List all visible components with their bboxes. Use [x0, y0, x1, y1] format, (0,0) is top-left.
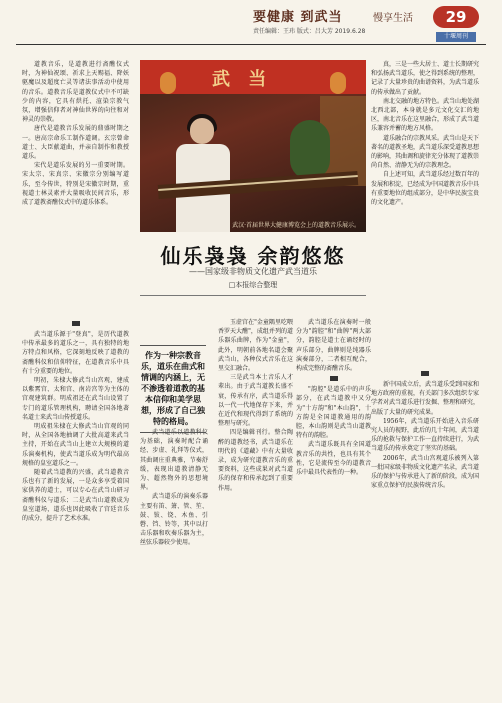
pullquote: 作为一种宗教音乐，道乐在曲式和情调的内涵上，无不渗透着道教的基本信仰和美学思想，形成了自己独特的格局。 [140, 345, 206, 433]
lantern-icon [160, 72, 176, 94]
paragraph: 宋代是道乐发展的另一重要时期。宋太宗、宋真宗、宋徽宗分别编写道乐，至今传世，特别是宋徽宗时期，重视道士林灵素并大量吸收民间音乐，形成了道教斋醮仪式中的道乐体系。 [22, 162, 129, 207]
column-1-top [22, 60, 129, 298]
paragraph: 唐代是道教音乐发展的鼎盛时期之一。唐高宗命乐工制作道调。玄宗曾命道士、大臣献道曲，并亲自制作和教授道乐。 [22, 125, 129, 161]
masthead-section: 慢享生活 [373, 13, 413, 24]
paragraph: 四是编辑刊行。整合陶醉的道教经书，武当道乐在明代的《道藏》中有大量收录，成为研究道教音乐的重要资料，这些成果对武当道乐的保存和传承起到了重要作用。 [218, 429, 293, 492]
page-tag: 十堰周刊 [436, 32, 476, 42]
article-subhead: ——国家级非物质文化遗产武当道乐 [189, 267, 317, 276]
plant-decoration [290, 120, 330, 180]
paragraph: 武当道乐以道教科仪为基础，演奏时配合诵经、步虚、礼拜等仪式，其曲调庄重典雅，节奏舒缓，表现出道教清静无为、超然物外的思想境界。 [140, 429, 208, 492]
article-photo [140, 60, 366, 232]
paragraph: "韵腔"是道乐中的声乐部分，在武当道教中又分为"十方韵"和"本山韵"，十方韵是全国道教通用的韵腔，本山韵则是武当山道教特有的韵腔。 [296, 386, 371, 440]
paragraph: 2006年，武当山宫观道乐被列入第一批国家级非物质文化遗产名录，武当道乐的保护与传承进入了新的阶段，成为国家重点保护的民族传统音乐。 [371, 454, 479, 490]
section-marker [72, 321, 80, 326]
photo-sign-text: 武 当 [212, 69, 273, 90]
column-5-bottom [371, 368, 479, 698]
masthead-title: 要健康 到武当 [253, 10, 343, 25]
paragraph: 新中国成立后，武当道乐受到国家和地方政府的重视，有关部门多次组织专家学者对武当道乐进行发掘、整理和研究，出版了大量的研究成果。 [371, 381, 479, 416]
paragraph: 真，三是一些大居士、道士长期研究和弘扬武当道乐，使之得到系统的整理，记录了大量珍贵的曲谱资料，为武当道乐的传承做出了贡献。 [371, 61, 479, 96]
column-1-bottom [22, 318, 129, 698]
photo-caption: 武汉·首届世界大健康博览会上的道教音乐展示。 [232, 222, 360, 229]
paragraph: 武当道乐的演奏乐器主要有笛、箫、管、笙、鼓、钹、铙、木鱼、引磬、铛、铃等，其中以打击乐器和吹奏乐器为主，丝弦乐器较少使用。 [140, 493, 208, 547]
paragraph: 南北交融的地方特色。武当山地处湖北西北部，本身就是多元文化交汇的地区，南北音乐在这里融合，形成了武当道乐兼容并蓄的地方风格。 [371, 97, 479, 133]
section-marker [330, 376, 338, 381]
paragraph: 明初，朱棣大修武当山宫观，建成以紫霄宫、太和宫、南岩宫等为主体的宫观建筑群。明成祖还在武当山设置了专门的道乐管理机构，聘请全国各地著名道士来武当山传授道乐。 [22, 377, 129, 421]
paragraph: 随着武当道教的兴盛，武当道教音乐也有了新的发展，一是众多享受着国家供养的道士，可以专心在武当山研习斋醮科仪与道乐；二是武当山道教成为皇室道场，道乐也因此吸收了宫廷音乐的成分，提升了艺术水准。 [22, 469, 129, 523]
paragraph: 三是武当本土音乐人才辈出。由于武当道教长盛不衰，传承有序，武当道乐得以一代一代地保存下来，并在近代和现代得到了系统的整理与研究。 [218, 374, 293, 428]
lantern-icon [330, 72, 346, 94]
page-number-badge: 29 [433, 6, 479, 28]
header-rule [16, 44, 486, 45]
column-5-top [371, 60, 479, 360]
column-3 [218, 318, 293, 698]
article-headline: 仙乐袅袅 余韵悠悠 [160, 244, 346, 268]
article-byline: □本报综合整理 [228, 281, 278, 289]
paragraph: 玉虚宫在"金童隅里吃喂香罗天大醮"，成组并列的道乐器乐曲牌，作为"金童"，此外，明朝前各地名道会聚武当山，各种仪式音乐在这里交汇融合。 [218, 319, 293, 373]
paragraph: 武当道乐在演奏时一般分为"韵腔"和"曲牌"两大部分，韵腔是道士在诵经时的声乐部分，曲牌则是纯器乐演奏部分，二者相互配合，构成完整的斋醮音乐。 [296, 319, 371, 373]
paragraph: 明成祖朱棣在大修武当山宫观的同时，从全国各地抽调了大批高道来武当主持，开始在武当山上建立大规模的道乐演奏机构，使武当道乐成为明代最高规格的皇室道乐之一。 [22, 423, 129, 467]
section-marker [421, 371, 429, 376]
column-4 [296, 318, 371, 698]
paragraph: 1956年，武当道乐开始进入音乐研究人员的视野，此后的几十年间，武当道乐的抢救与保护工作一直持续进行，为武当道乐的传承奠定了坚实的基础。 [371, 417, 479, 453]
paragraph: 自上述可知，武当道乐经过数百年的发展和积淀，已经成为中国道教音乐中具有重要地位的组成部分，是中华民族宝贵的文化遗产。 [371, 171, 479, 207]
performer-head [190, 118, 214, 144]
paragraph: 道乐融合的宗教风采。武当山是天下著名的道教圣地，武当道乐深受道教思想的影响，其曲调和旋律充分体现了道教崇尚自然、清静无为的宗教理念。 [371, 134, 479, 170]
masthead-meta: 责任编辑：王玮 版式：吕大芳 2019.6.28 [253, 28, 366, 35]
headline-divider [140, 295, 366, 296]
paragraph: 武当道乐既具有全国道教音乐的共性，也具有其个性，它是流传至今的道教音乐中最具代表性的一种。 [296, 441, 371, 477]
paragraph: 道教音乐，是道教进行斋醮仪式时，为神仙祝颂、祈求上天赐福、降妖驱魔以及超度亡灵等诸法事活动中使用的音乐。道教音乐是道教仪式中不可缺少的内容，它具有烘托、渲染宗教气氛，增强信仰者对神仙世界的向往和对神灵的崇敬。 [22, 61, 129, 124]
paragraph: 武当道乐源于"登真"，是历代道教中传承最多的道乐之一，具有独特的地方特点和风格，它深刻地反映了道教的斋醮科仪和信仰特征，在道教音乐中具有十分重要的地位。 [22, 331, 129, 375]
